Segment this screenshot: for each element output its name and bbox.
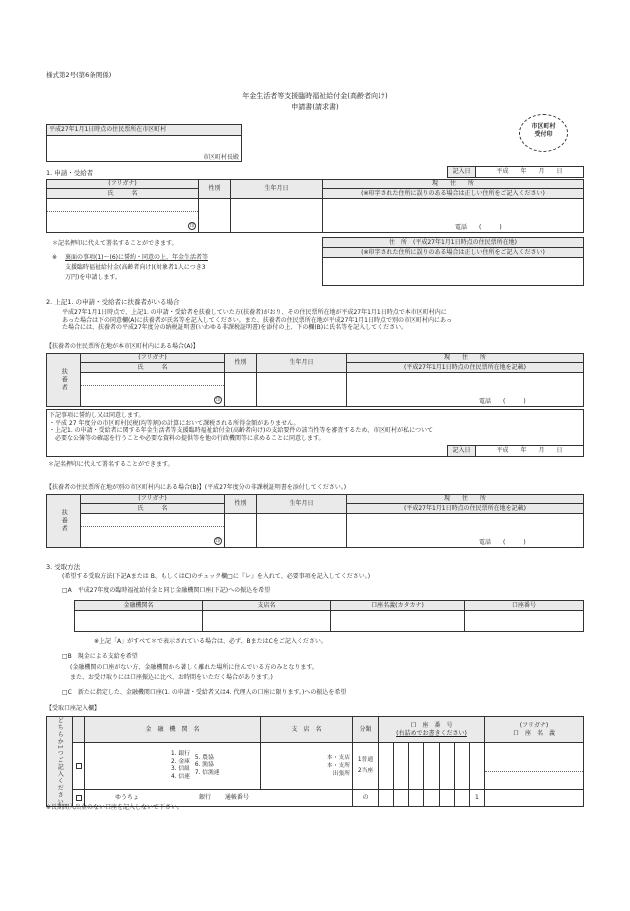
option-b-line-2: また、お受け取りには口座振込に比べ、お時間をいただく場合があります。) [70, 674, 273, 681]
option-a[interactable]: □A 平成27年度の臨時福祉給付金と同じ金融機関口座(下記)への振込を希望 [62, 587, 271, 594]
account-bank-header: 金 融 機 関 名 [85, 717, 261, 743]
section2-a-title: 【扶養者の住民票所在地が本市区町村内にある場合(A)】 [46, 343, 199, 350]
dependent-b-birth-field[interactable] [257, 514, 347, 548]
account-digit[interactable] [469, 743, 484, 790]
mayor-label: 市区町村長殿 [202, 153, 239, 161]
option-b[interactable]: □B 現金による支給を希望 [62, 653, 138, 660]
prev-branch-value [203, 611, 331, 632]
section1-heading: 1. 申請・受給者 [46, 169, 94, 177]
jan1-address-header: 住 所 (平成27年1月1日時点の住民票所在地) [323, 238, 584, 248]
bank-option-checkbox[interactable] [73, 743, 85, 790]
section1-date [447, 166, 584, 178]
yucho-digit[interactable] [439, 790, 454, 807]
dependent-a-sex-field[interactable] [225, 373, 257, 407]
applicant-address-field[interactable] [323, 199, 584, 233]
dependent-b-name-field[interactable] [81, 514, 225, 548]
bank-type-list-2 [195, 755, 220, 778]
dependent-a-name-field[interactable] [81, 373, 225, 407]
bank-type-4: 4. 信連 [171, 773, 190, 780]
dependent-b-tel: 電話 ( ) [479, 538, 526, 546]
bank-type-list-1 [171, 751, 190, 781]
account-number-header [379, 717, 485, 743]
account-branch-header: 支 店 名 [261, 717, 353, 743]
form-number: 様式第2号(第6条関係) [46, 71, 112, 79]
account-digit[interactable] [454, 743, 469, 790]
yucho-digit[interactable] [454, 790, 469, 807]
account-furigana-line [485, 760, 583, 772]
applicant-name-header: 氏 名 [47, 189, 199, 199]
applicant-furigana-line [47, 202, 198, 212]
yucho-digit[interactable] [394, 790, 409, 807]
dependent-b-furigana-line [81, 517, 224, 527]
account-digit[interactable] [409, 743, 424, 790]
prev-account-value [465, 611, 584, 632]
passbook-number-label: 通帳番号 [224, 794, 249, 802]
account-side-note: どちらか1つご記入ください [47, 717, 73, 807]
section2-p2: あった場合は下の同意欄(A)に扶養者が氏名等を記入してください。また、扶養者の住民票所在地が平成27年1月1日時点で別の市区町村内にあっ [62, 316, 452, 324]
applicant-table [46, 179, 584, 233]
bank-type-7: 7. 信漁連 [194, 769, 220, 776]
option-b-line-1: (金融機関の口座がない方、金融機関から著しく離れた場所に住んでいる方のみとなります。 [70, 664, 318, 671]
bank-name-field[interactable] [85, 743, 261, 790]
previous-account-table [74, 600, 584, 632]
bank-type-5: 5. 農協 [194, 754, 214, 761]
prev-holder-header: 口座名義(カタカナ) [331, 601, 465, 611]
footer-note: ※長期間入出金のない口座を記入しないで下さい。 [46, 804, 184, 811]
prev-branch-header: 支店名 [203, 601, 331, 611]
applicant-name-field[interactable] [47, 199, 199, 233]
branch-field[interactable] [261, 743, 353, 790]
section3-description: (希望する受取方法(下記Aまたは B、もしくはC)のチェック欄□に『レ』を入れて、必要事項を記入してください。) [62, 573, 371, 580]
mayor-addressee[interactable] [47, 136, 242, 162]
account-digit[interactable] [379, 743, 394, 790]
jan1-address-note: (※印字された住所に誤りのある場合は正しい住所をご記入ください) [323, 248, 584, 258]
section2-p3: た場合には、扶養者の平成27年度分の納税証明書(いわゆる非課税証明書)を添付の上、下の欄(B)に氏名等を記入してください。 [62, 324, 408, 331]
bank-type-2: 2. 金庫 [171, 758, 190, 765]
agreement-line-3: ・上記1. の申請・受給者に関する年金生活者等支援臨時福祉給付金(高齢者向け)の支給要件の該当性等を審査するため、市区町村が私について [49, 427, 433, 434]
prev-bank-header: 金融機関名 [75, 601, 203, 611]
dependent-a-tel: 電話 ( ) [479, 397, 526, 405]
dependent-a-address-note: (平成27年1月1日時点の住民票所在地を記載) [347, 363, 584, 373]
reception-stamp-area [519, 114, 568, 152]
pledge-line-2: 支援臨時福祉給付金(高齢者向け)(対象者1人につき3 [65, 264, 206, 271]
section1-date-label: 記入日 [448, 167, 476, 178]
section2-heading: 2. 上記1. の申請・受給者に扶養者がいる場合 [46, 298, 180, 306]
account-type-2: 2当座 [357, 768, 374, 775]
dependent-b-sex-field[interactable] [225, 514, 257, 548]
applicant-furigana-header: (フリガナ) [47, 180, 199, 189]
bank-type-3: 3. 信組 [171, 766, 190, 773]
bank-type-6: 6. 漁協 [194, 762, 214, 769]
dependent-b-furigana-header: (フリガナ) [81, 495, 225, 504]
account-digit[interactable] [394, 743, 409, 790]
branch-type-3: 出張所 [332, 771, 350, 778]
municipality-box [46, 124, 242, 162]
agreement-line-4: 必要な公簿等の確認を行うことや必要な資料の提供等を他の行政機関等に求めることに同意します。 [49, 434, 325, 442]
account-furigana-label: (フリガナ) [519, 722, 549, 729]
yucho-last-digit: 1 [469, 790, 484, 807]
dependent-b-table [46, 494, 584, 548]
account-digit[interactable] [439, 743, 454, 790]
yucho-bank-label: 銀行 [198, 794, 211, 802]
municipality-label: 平成27年1月1日時点の住民票所在市区町村 [47, 125, 242, 136]
account-holder-header [485, 717, 584, 743]
applicant-sex-header: 性別 [199, 180, 231, 199]
applicant-birth-header: 生年月日 [231, 180, 323, 199]
yucho-digit[interactable] [409, 790, 424, 807]
dependent-b-name-header: 氏 名 [81, 504, 225, 514]
yucho-label: ゆうちょ [115, 794, 140, 802]
prev-account-header: 口座番号 [465, 601, 584, 611]
option-a-note: ※上記「A」がすべて＊で表示されている場合は、必ず、BまたはCをご記入ください。 [94, 638, 327, 645]
account-entry-title: 【受取口座記入欄】 [46, 705, 101, 712]
dependent-a-table [46, 353, 584, 407]
seal-mark: 印 [215, 538, 221, 544]
applicant-sex-field[interactable] [199, 199, 231, 233]
dependent-b-birth-header: 生年月日 [257, 495, 347, 514]
section2-signature-note: ＊記名押印に代えて署名することができます。 [48, 461, 174, 468]
agreement-line-2: ・平成 27 年度分の市区町村民税(均等割)の計算において課税される所得金額がありません。 [49, 419, 300, 427]
stamp-label-1: 市区町村 [531, 123, 556, 130]
yucho-digit[interactable] [424, 790, 439, 807]
checkbox-icon [76, 763, 82, 769]
dependent-a-furigana-line [81, 376, 224, 386]
account-number-label: 口 座 番 号 [410, 722, 453, 729]
checkbox-icon [76, 795, 82, 801]
section2-p1: 平成27年1月1日時点で、上記1. の申請・受給者を扶養していた方(扶養者)がおり、その住民票所在地が平成27年1月1日時点で本市区町村内に [62, 309, 447, 316]
new-account-table [46, 716, 584, 807]
form-subtitle: 申請書(請求書) [291, 103, 339, 111]
form-title: 年金生活者等支援臨時福祉給付金(高齢者向け) [242, 92, 388, 100]
agreement-line-1: 下記事項に誓約し又は同意します。 [49, 412, 145, 419]
prev-holder-value [331, 611, 465, 632]
dependent-a-furigana-header: (フリガナ) [81, 354, 225, 363]
applicant-birth-field[interactable] [231, 199, 323, 233]
applicant-address-header: 現 住 所 [323, 180, 584, 189]
account-number-hint: (右詰めでお書きください) [396, 729, 467, 737]
yucho-holder-field[interactable] [485, 790, 584, 807]
dependent-a-birth-header: 生年月日 [257, 354, 347, 373]
seal-mark: 印 [189, 223, 195, 229]
jan1-address-field[interactable] [323, 258, 584, 286]
section2-date [447, 445, 584, 457]
yucho-no-separator: の [353, 790, 379, 807]
dependent-a-address-header: 現 住 所 [347, 354, 584, 363]
account-type-field[interactable] [353, 743, 379, 790]
pledge-mark: ※ [52, 254, 58, 261]
account-digit[interactable] [424, 743, 439, 790]
account-type-1: 1普通 [357, 756, 374, 763]
jan1-address-table [322, 237, 584, 286]
signature-note: ＊記名押印に代えて署名することができます。 [52, 240, 178, 247]
pledge-line-3: 万円)を申請します。 [65, 274, 121, 281]
branch-type-1: 本・支店 [326, 754, 350, 761]
seal-mark: 印 [215, 397, 221, 403]
section2-date-field[interactable]: 平成 年 月 日 [476, 446, 584, 457]
account-holder-label: 口 座 名 義 [512, 729, 555, 737]
stamp-label-2: 受付印 [534, 131, 553, 139]
dependent-b-sex-header: 性別 [225, 495, 257, 514]
section2-b-title: 【扶養者の住民票所在地が別の市区町村内にある場合(B)】(平成27年度分の非課税証明書を添付してください。) [46, 484, 347, 491]
dependent-b-address-field[interactable] [347, 514, 584, 548]
dependent-a-name-header: 氏 名 [81, 363, 225, 373]
pledge-line-1 [65, 254, 208, 262]
dependent-a-birth-field[interactable] [257, 373, 347, 407]
section1-date-field[interactable]: 平成 年 月 日 [476, 167, 584, 178]
dependent-a-address-field[interactable] [347, 373, 584, 407]
option-c[interactable]: □C 新たに指定した、金融機関口座(1. の申請・受給者又は4. 代理人の口座に限ります。)への振込を希望 [62, 689, 347, 696]
account-type-header: 分類 [353, 717, 379, 743]
dependent-a-label: 扶養者 [47, 354, 81, 407]
section2-paragraph [62, 309, 592, 332]
yucho-digit[interactable] [379, 790, 394, 807]
dependent-b-label: 扶養者 [47, 495, 81, 548]
bank-type-1: 1. 銀行 [171, 751, 190, 758]
section3-heading: 3. 受取方法 [46, 563, 81, 571]
prev-bank-value [75, 611, 203, 632]
dependent-b-address-note: (平成27年1月1日時点の住民票所在地を記載) [347, 504, 584, 514]
dependent-b-address-header: 現 住 所 [347, 495, 584, 504]
applicant-address-note: (※印字された住所に誤りのある場合は正しい住所をご記入ください) [323, 189, 584, 199]
applicant-tel: 電話 ( ) [455, 223, 502, 231]
account-holder-field[interactable] [485, 743, 584, 790]
branch-type-2: 本・支所 [326, 763, 350, 770]
dependent-a-sex-header: 性別 [225, 354, 257, 373]
section2-date-label: 記入日 [448, 446, 476, 457]
pledge-line-1-text: 裏面の事項(1)～(6)に誓約・同意の上、年金生活者等 [65, 254, 208, 261]
account-check-header [73, 717, 85, 743]
